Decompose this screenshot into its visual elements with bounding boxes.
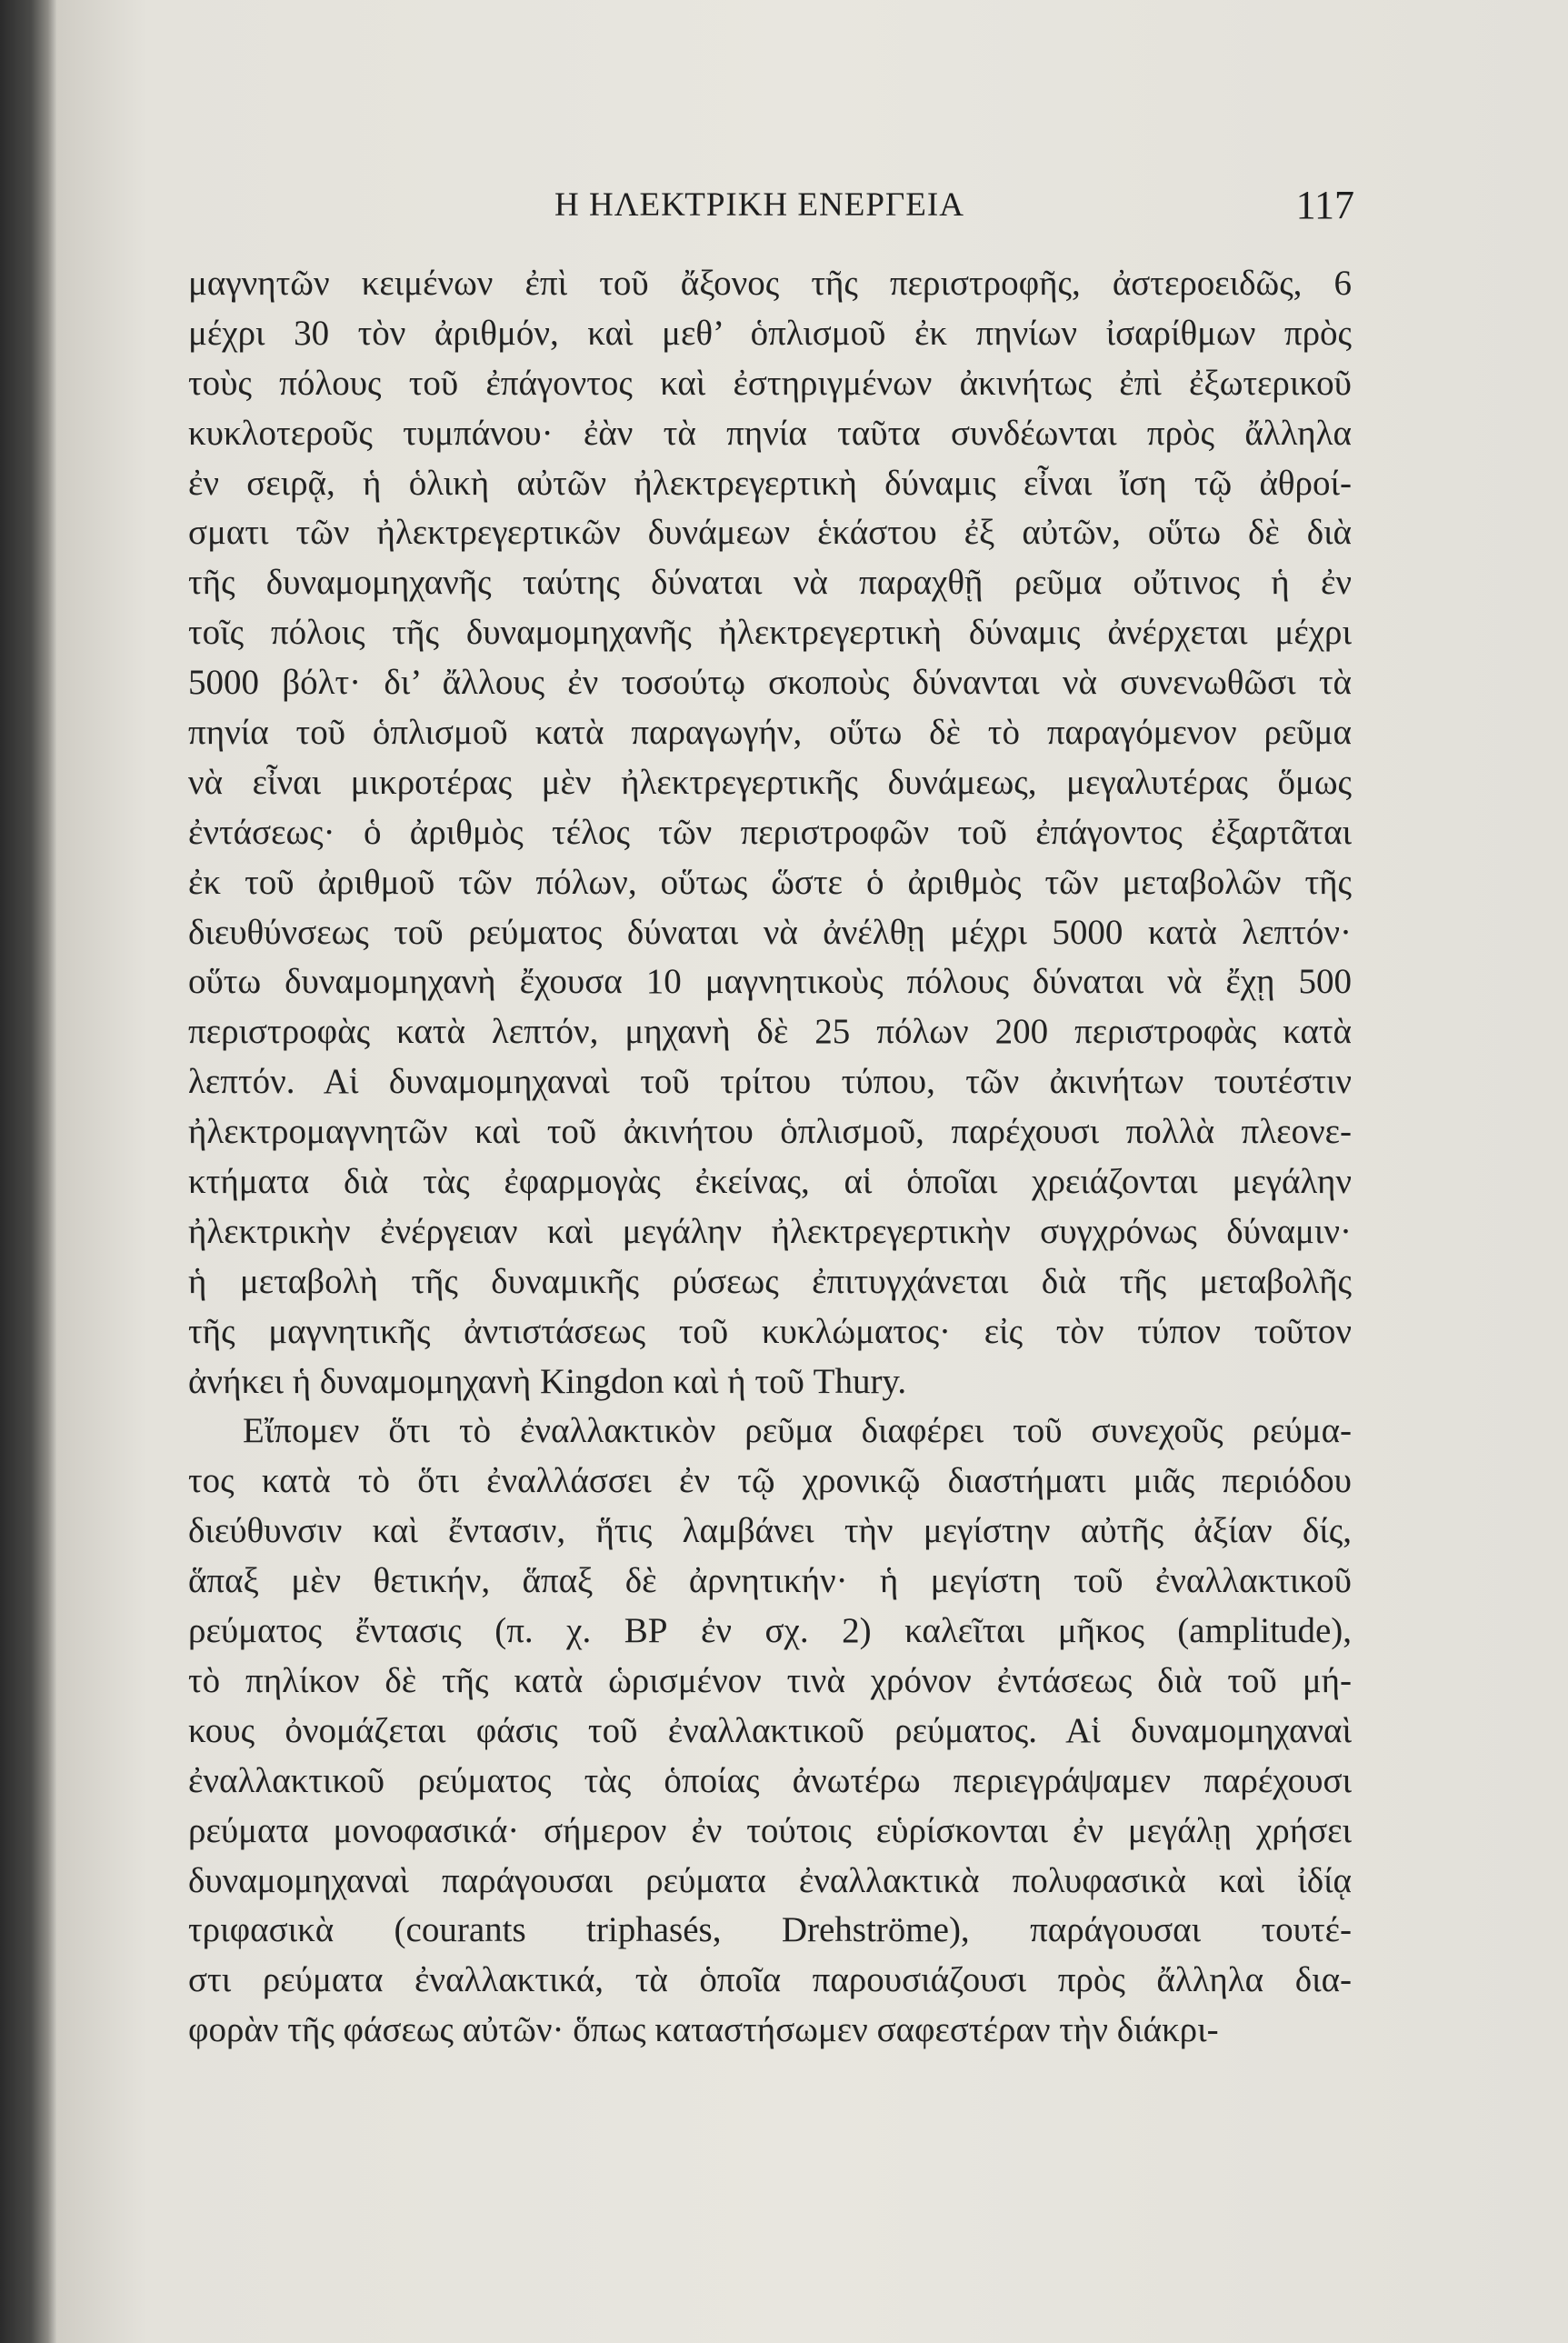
text-line: ἐκ τοῦ ἀριθμοῦ τῶν πόλων, οὕτως ὥστε ὁ ἀριθμὸς τῶν μεταβολῶν τῆς (188, 862, 1352, 902)
text-line: κους ὀνομάζεται φάσις τοῦ ἐναλλακτικοῦ ρεύματος. Αἱ δυναμομηχαναὶ (188, 1710, 1352, 1750)
text-line: ἐντάσεως· ὁ ἀριθμὸς τέλος τῶν περιστροφῶν τοῦ ἐπάγοντος ἐξαρτᾶται (188, 812, 1352, 852)
text-line: ρεύματος ἔντασις (π. χ. ΒΡ ἐν σχ. 2) καλεῖται μῆκος (amplitude), (188, 1611, 1352, 1651)
text-line: ἐναλλακτικοῦ ρεύματος τὰς ὁποίας ἀνωτέρω περιεγράψαμεν παρέχουσι (188, 1760, 1352, 1800)
text-line: ρεύματα μονοφασικά· σήμερον ἐν τούτοις εὑρίσκονται ἐν μεγάλῃ χρήσει (188, 1810, 1352, 1850)
text-line: νὰ εἶναι μικροτέρας μὲν ἠλεκτρεγερτικῆς δυνάμεως, μεγαλυτέρας ὅμως (188, 762, 1352, 802)
text-line: μαγνητῶν κειμένων ἐπὶ τοῦ ἄξονος τῆς περιστροφῆς, ἀστεροειδῶς, 6 (188, 264, 1352, 303)
text-line: λεπτόν. Αἱ δυναμομηχαναὶ τοῦ τρίτου τύπου, τῶν ἀκινήτων τουτέστιν (188, 1062, 1352, 1102)
text-line: περιστροφὰς κατὰ λεπτόν, μηχανὴ δὲ 25 πόλων 200 περιστροφὰς κατὰ (188, 1012, 1352, 1052)
book-gutter (0, 0, 56, 2343)
text-line: οὕτω δυναμομηχανὴ ἔχουσα 10 μαγνητικοὺς πόλους δύναται νὰ ἔχῃ 500 (188, 962, 1352, 1002)
text-line: δυναμομηχαναὶ παράγουσαι ρεύματα ἐναλλακτικὰ πολυφασικὰ καὶ ἰδίᾳ (188, 1860, 1352, 1900)
text-line: Εἴπομεν ὅτι τὸ ἐναλλακτικὸν ρεῦμα διαφέρει τοῦ συνεχοῦς ρεύμα- (243, 1411, 1352, 1451)
text-line: τὸ πηλίκον δὲ τῆς κατὰ ὡρισμένον τινὰ χρόνον ἐντάσεως διὰ τοῦ μή- (188, 1660, 1352, 1700)
text-line: τῆς μαγνητικῆς ἀντιστάσεως τοῦ κυκλώματος· εἰς τὸν τύπον τοῦτον (188, 1311, 1352, 1351)
text-line: ἐν σειρᾷ, ἡ ὁλικὴ αὐτῶν ἠλεκτρεγερτικὴ δύναμις εἶναι ἴση τῷ ἀθροί- (188, 463, 1352, 503)
text-line: πηνία τοῦ ὁπλισμοῦ κατὰ παραγωγήν, οὕτω δὲ τὸ παραγόμενον ρεῦμα (188, 713, 1352, 753)
text-line: ἅπαξ μὲν θετικήν, ἅπαξ δὲ ἀρνητικήν· ἡ μεγίστη τοῦ ἐναλλακτικοῦ (188, 1561, 1352, 1601)
text-line: ἠλεκτρομαγνητῶν καὶ τοῦ ἀκινήτου ὁπλισμοῦ, παρέχουσι πολλὰ πλεονε- (188, 1112, 1352, 1152)
text-line: τοὺς πόλους τοῦ ἐπάγοντος καὶ ἐστηριγμένων ἀκινήτως ἐπὶ ἐξωτερικοῦ (188, 363, 1352, 403)
text-line: κτήματα διὰ τὰς ἐφαρμογὰς ἐκείνας, αἱ ὁποῖαι χρειάζονται μεγάλην (188, 1162, 1352, 1202)
page-number: 117 (1295, 183, 1354, 227)
text-line: διευθύνσεως τοῦ ρεύματος δύναται νὰ ἀνέλθῃ μέχρι 5000 κατὰ λεπτόν· (188, 912, 1352, 952)
text-line: σματι τῶν ἠλεκτρεγερτικῶν δυνάμεων ἑκάστου ἐξ αὐτῶν, οὕτω δὲ διὰ (188, 513, 1352, 553)
text-line: στι ρεύματα ἐναλλακτικά, τὰ ὁποῖα παρουσιάζουσι πρὸς ἄλληλα δια- (188, 1960, 1352, 2000)
text-line: ἠλεκτρικὴν ἐνέργειαν καὶ μεγάλην ἠλεκτρεγερτικὴν συγχρόνως δύναμιν· (188, 1211, 1352, 1251)
page-header (191, 180, 1354, 235)
text-line: φορὰν τῆς φάσεως αὐτῶν· ὅπως καταστήσωμεν σαφεστέραν τὴν διάκρι- (188, 2010, 1219, 2050)
text-line: τριφασικὰ (courants triphasés, Drehströme), παράγουσαι τουτέ- (188, 1910, 1352, 1950)
text-line: κυκλοτεροῦς τυμπάνου· ἐὰν τὰ πηνία ταῦτα συνδέωνται πρὸς ἄλληλα (188, 413, 1352, 453)
text-line: τος κατὰ τὸ ὅτι ἐναλλάσσει ἐν τῷ χρονικῷ διαστήματι μιᾶς περιόδου (188, 1461, 1352, 1501)
text-line: τοῖς πόλοις τῆς δυναμομηχανῆς ἠλεκτρεγερτικὴ δύναμις ἀνέρχεται μέχρι (188, 613, 1352, 653)
text-line: τῆς δυναμομηχανῆς ταύτης δύναται νὰ παραχθῇ ρεῦμα οὔτινος ἡ ἐν (188, 563, 1352, 603)
text-line: 5000 βόλτ· δι’ ἄλλους ἐν τοσούτῳ σκοποὺς δύνανται νὰ συνενωθῶσι τὰ (188, 663, 1352, 703)
text-line: ἀνήκει ἡ δυναμομηχανὴ Kingdon καὶ ἡ τοῦ Thury. (188, 1361, 907, 1401)
text-line: ἡ μεταβολὴ τῆς δυναμικῆς ρύσεως ἐπιτυγχάνεται διὰ τῆς μεταβολῆς (188, 1261, 1352, 1301)
text-line: διεύθυνσιν καὶ ἔντασιν, ἥτις λαμβάνει τὴν μεγίστην αὐτῆς ἀξίαν δίς, (188, 1511, 1352, 1551)
text-line: μέχρι 30 τὸν ἀριθμόν, καὶ μεθ’ ὁπλισμοῦ ἐκ πηνίων ἰσαρίθμων πρὸς (188, 313, 1352, 353)
running-title: Η ΗΛΕΚΤΡΙΚΗ ΕΝΕΡΓΕΙΑ (554, 186, 964, 224)
body-text (188, 259, 1352, 2056)
